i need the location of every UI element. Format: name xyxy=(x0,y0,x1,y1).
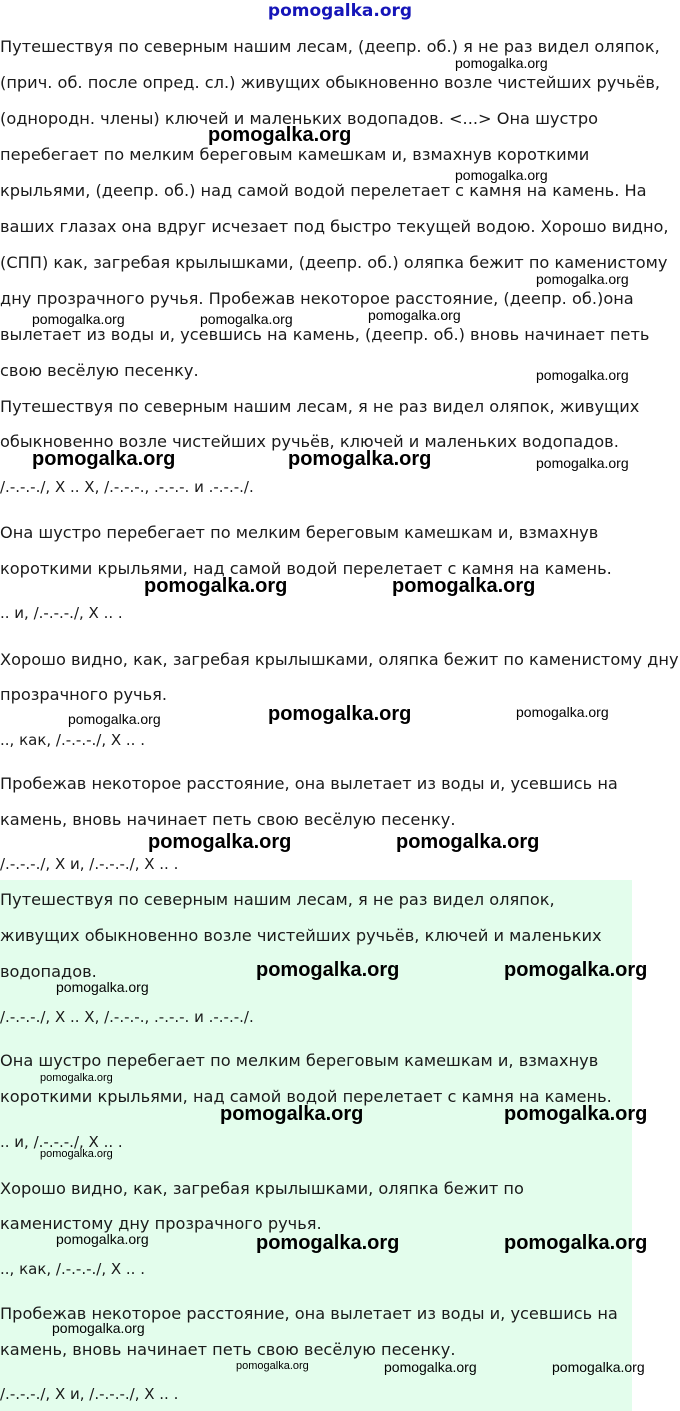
sentence-line: камень, вновь начинает петь свою весёлую песенку. xyxy=(0,1340,456,1359)
text-line: (однородн. члены) ключей и маленьких водопадов. <...> Она шустро xyxy=(0,109,598,128)
text-line: крыльями, (деепр. об.) над самой водой перелетает с камня на камень. На xyxy=(0,181,647,200)
header-logo[interactable]: pomogalka.org xyxy=(267,1,413,21)
sentence-line: короткими крыльями, над самой водой перелетает с камня на камень. xyxy=(0,559,612,578)
sentence-line: водопадов. xyxy=(0,962,97,981)
watermark: pomogalka.org xyxy=(256,1232,400,1254)
sentence-schema: /.-.-.-./, X и, /.-.-.-./, X .. . xyxy=(0,1385,179,1403)
watermark: pomogalka.org xyxy=(504,1103,648,1125)
watermark: pomogalka.org xyxy=(220,1103,364,1125)
text-line: перебегает по мелким береговым камешкам и, взмахнув короткими xyxy=(0,145,590,164)
watermark: pomogalka.org xyxy=(536,455,629,471)
sentence-line: Она шустро перебегает по мелким береговым камешкам и, взмахнув xyxy=(0,523,599,542)
watermark: pomogalka.org xyxy=(200,311,293,327)
watermark: pomogalka.org xyxy=(148,831,292,853)
watermark: pomogalka.org xyxy=(536,271,629,287)
text-line: Путешествуя по северным нашим лесам, (деепр. об.) я не раз видел оляпок, xyxy=(0,37,660,56)
watermark: pomogalka.org xyxy=(268,703,412,725)
sentence-line: живущих обыкновенно возле чистейших ручьёв, ключей и маленьких xyxy=(0,926,602,945)
sentence-line: Хорошо видно, как, загребая крылышками, оляпка бежит по каменистому дну xyxy=(0,650,679,669)
watermark: pomogalka.org xyxy=(32,311,125,327)
watermark: pomogalka.org xyxy=(56,979,149,995)
text-line: (СПП) как, загребая крылышками, (деепр. об.) оляпка бежит по каменистому xyxy=(0,253,668,272)
watermark: pomogalka.org xyxy=(236,1360,309,1372)
watermark: pomogalka.org xyxy=(504,1232,648,1254)
text-line: вылетает из воды и, усевшись на камень, (деепр. об.) вновь начинает петь xyxy=(0,325,650,344)
sentence-line: Путешествуя по северным нашим лесам, я не раз видел оляпок, xyxy=(0,890,555,909)
watermark: pomogalka.org xyxy=(288,448,432,470)
sentence-line: Она шустро перебегает по мелким береговым камешкам и, взмахнув xyxy=(0,1051,599,1070)
watermark: pomogalka.org xyxy=(516,704,609,720)
watermark: pomogalka.org xyxy=(144,575,288,597)
watermark: pomogalka.org xyxy=(32,448,176,470)
sentence-schema: .. и, /.-.-.-./, X .. . xyxy=(0,604,123,622)
text-line: свою весёлую песенку. xyxy=(0,361,199,380)
sentence-line: Пробежав некоторое расстояние, она вылетает из воды и, усевшись на xyxy=(0,774,618,793)
sentence-line: камень, вновь начинает петь свою весёлую песенку. xyxy=(0,810,456,829)
watermark: pomogalka.org xyxy=(504,959,648,981)
sentence-line: Пробежав некоторое расстояние, она вылетает из воды и, усевшись на xyxy=(0,1304,618,1323)
watermark: pomogalka.org xyxy=(392,575,536,597)
watermark: pomogalka.org xyxy=(396,831,540,853)
text-line: (прич. об. после опред. сл.) живущих обыкновенно возле чистейших ручьёв, xyxy=(0,73,661,92)
watermark: pomogalka.org xyxy=(56,1231,149,1247)
watermark: pomogalka.org xyxy=(40,1072,113,1084)
sentence-line: прозрачного ручья. xyxy=(0,685,168,704)
sentence-line: Хорошо видно, как, загребая крылышками, оляпка бежит по xyxy=(0,1179,524,1198)
sentence-schema: /.-.-.-./, X .. X, /.-.-.-., .-.-.-. и .-.-.-./. xyxy=(0,1008,254,1026)
sentence-line: короткими крыльями, над самой водой перелетает с камня на камень. xyxy=(0,1087,612,1106)
watermark: pomogalka.org xyxy=(552,1359,645,1375)
watermark: pomogalka.org xyxy=(455,167,548,183)
watermark: pomogalka.org xyxy=(256,959,400,981)
text-line: ваших глазах она вдруг исчезает под быстро текущей водою. Хорошо видно, xyxy=(0,217,669,236)
sentence-schema: .., как, /.-.-.-./, X .. . xyxy=(0,1260,145,1278)
sentence-schema: /.-.-.-./, X .. X, /.-.-.-., .-.-.-. и .-.-.-./. xyxy=(0,478,254,496)
sentence-line: обыкновенно возле чистейших ручьёв, ключей и маленьких водопадов. xyxy=(0,432,619,451)
sentence-schema: /.-.-.-./, X и, /.-.-.-./, X .. . xyxy=(0,855,179,873)
watermark: pomogalka.org xyxy=(52,1320,145,1336)
watermark: pomogalka.org xyxy=(536,367,629,383)
watermark: pomogalka.org xyxy=(368,307,461,323)
watermark: pomogalka.org xyxy=(68,711,161,727)
sentence-schema: .. и, /.-.-.-./, X .. . xyxy=(0,1133,123,1151)
watermark: pomogalka.org xyxy=(455,55,548,71)
watermark: pomogalka.org xyxy=(40,1148,113,1160)
watermark: pomogalka.org xyxy=(384,1359,477,1375)
text-line: дну прозрачного ручья. Пробежав некоторое расстояние, (деепр. об.)она xyxy=(0,289,634,308)
sentence-line: каменистому дну прозрачного ручья. xyxy=(0,1214,322,1233)
sentence-line: Путешествуя по северным нашим лесам, я не раз видел оляпок, живущих xyxy=(0,397,640,416)
sentence-schema: .., как, /.-.-.-./, X .. . xyxy=(0,731,145,749)
watermark: pomogalka.org xyxy=(208,124,352,146)
